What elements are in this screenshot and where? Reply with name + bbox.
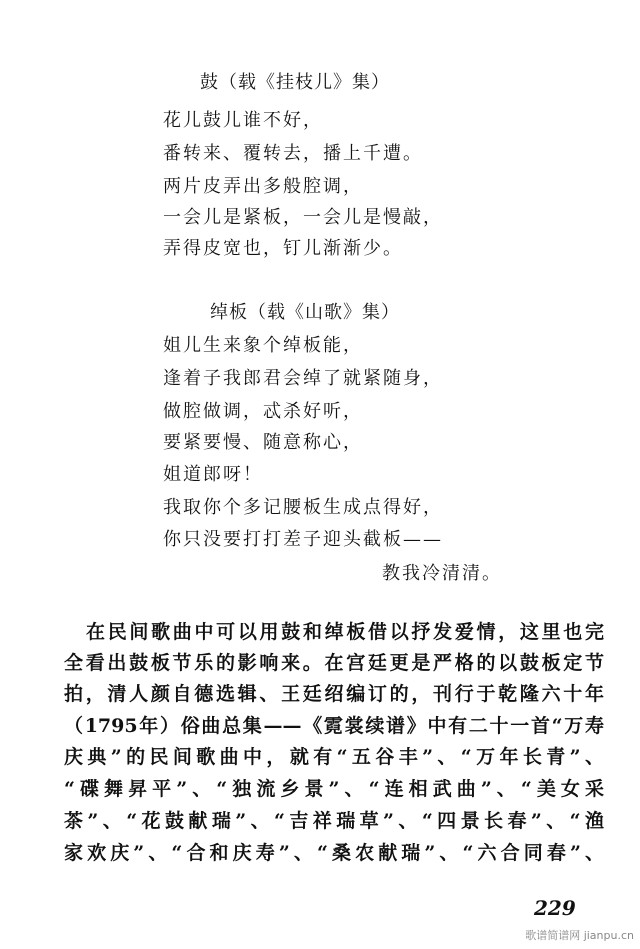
paragraph-line: “碟舞昇平”、“独流乡景”、“连相武曲”、“美女采 [64, 778, 604, 800]
poem-2-line: 教我冷清清。 [382, 563, 502, 584]
paragraph-line: 拍，清人颜自德选辑、王廷绍编订的，刊行于乾隆六十年 [64, 683, 604, 705]
paragraph-line: 庆典”的民间歌曲中，就有“五谷丰”、“万年长青”、 [64, 746, 604, 768]
poem-1-line: 番转来、覆转去，播上千遭。 [163, 143, 423, 164]
poem-2-line: 逢着子我郎君会绰了就紧随身， [163, 368, 443, 389]
poem-1-line: 一会儿是紧板，一会儿是慢敲， [163, 207, 443, 228]
paragraph-line: 在民间歌曲中可以用鼓和绰板借以抒发爱情，这里也完 [86, 621, 604, 643]
poem-2-line: 你只没要打打差子迎头截板—— [163, 529, 443, 550]
poem-2-title: 绰板（载《山歌》集） [210, 302, 400, 323]
paragraph-line: 全看出鼓板节乐的影响来。在宫廷更是严格的以鼓板定节 [64, 652, 604, 674]
poem-1-line: 花儿鼓儿谁不好， [163, 110, 323, 131]
poem-1-line: 弄得皮宽也，钉儿渐渐少。 [163, 238, 403, 259]
paragraph-line: 家欢庆”、“合和庆寿”、“桑农献瑞”、“六合同春”、 [64, 842, 604, 864]
paragraph-line: （1795年）俗曲总集——《霓裳续谱》中有二十一首“万寿 [64, 715, 604, 737]
poem-2-line: 要紧要慢、随意称心， [163, 432, 363, 453]
poem-2-line: 我取你个多记腰板生成点得好， [163, 497, 443, 518]
poem-1-line: 两片皮弄出多般腔调， [163, 176, 363, 197]
poem-2-line: 姐儿生来象个绰板能， [163, 335, 363, 356]
watermark: 歌谱简谱网 jianpu.cn [525, 929, 634, 942]
paragraph-line: 茶”、“花鼓献瑞”、“吉祥瑞草”、“四景长春”、“渔 [64, 810, 604, 832]
page-number: 229 [534, 896, 576, 920]
poem-2-line: 姐道郎呀！ [163, 464, 263, 485]
poem-1-title: 鼓（载《挂枝儿》集） [200, 72, 390, 93]
poem-2-line: 做腔做调，忒杀好听， [163, 401, 363, 422]
